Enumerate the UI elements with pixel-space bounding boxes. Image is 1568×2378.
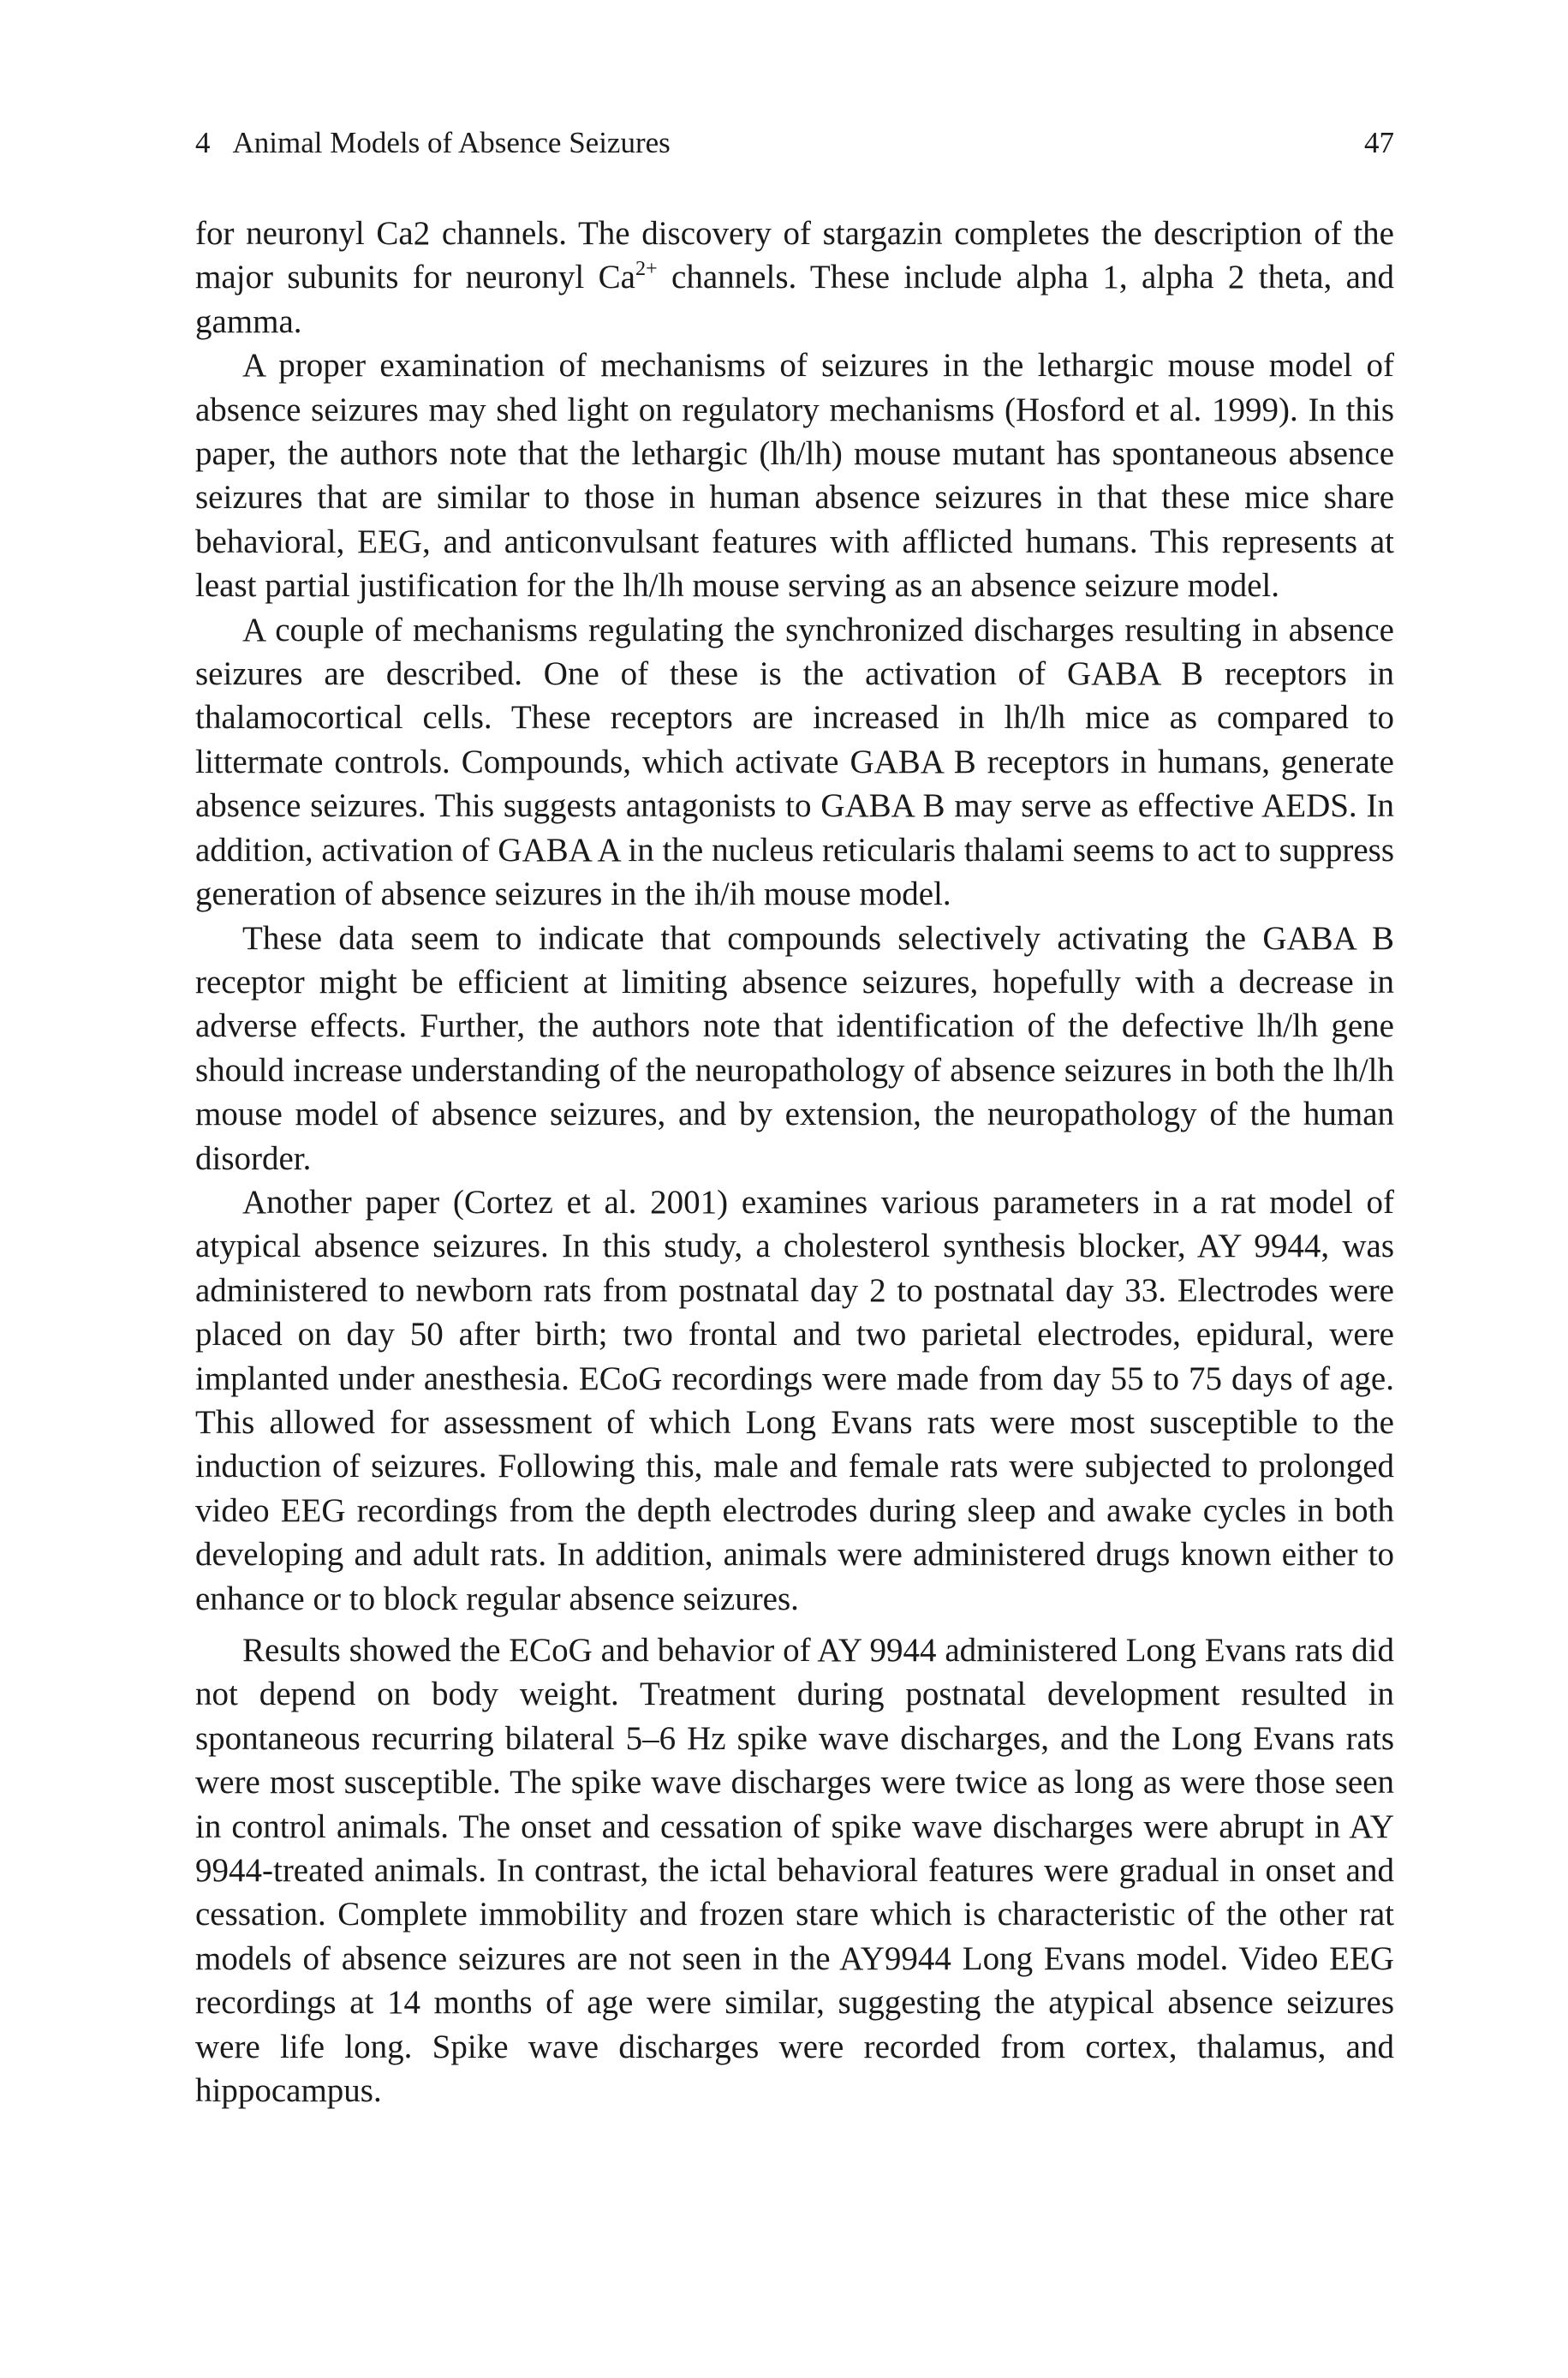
chapter-title: Animal Models of Absence Seizures — [232, 126, 671, 159]
paragraph-6: Results showed the ECoG and behavior of AY 9944 administered Long Evans rats did not depend on body weight. Treatment during postnatal development resulted in spontaneous recurring bilateral 5–6 Hz spike wave discharges, and the Long Evans rats were most susceptible. The spike wave discharges were twice as long as were those seen in control animals. The onset and cessation of spike wave discharges were abrupt in AY 9944-treated animals. In contrast, the ictal behavioral features were gradual in onset and cessation. Complete immobility and frozen stare which is characteristic of the other rat models of absence seizures are not seen in the AY9944 Long Evans model. Video EEG recordings at 14 months of age were similar, suggesting the atypical absence seizures were life long. Spike wave discharges were recorded from cortex, thalamus, and hippocampus. — [195, 1632, 1394, 2110]
paragraph-3: A couple of mechanisms regulating the synchronized discharges resulting in absence seizures are described. One of these is the activation of GABA B receptors in thalamocortical cells. These receptors are increased in lh/lh mice as compared to littermate controls. Compounds, which activate GABA B receptors in humans, generate absence seizures. This suggests antagonists to GABA B may serve as effective AEDS. In addition, activation of GABA A in the nucleus reticularis thalami seems to act to suppress generation of absence seizures in the ih/ih mouse model. — [195, 611, 1394, 913]
chapter-number: 4 — [195, 126, 211, 159]
paragraph-2: A proper examination of mechanisms of seizures in the lethargic mouse model of absence seizures may shed light on regulatory mechanisms (Hosford et al. 1999). In this paper, the authors note that the lethargic (lh/lh) mouse mutant has spontaneous absence seizures that are similar to those in human absence seizures in that these mice share behavioral, EEG, and anticonvulsant features with afflicted humans. This represents at least partial justification for the lh/lh mouse serving as an absence seizure model. — [195, 347, 1394, 605]
running-head — [195, 122, 1394, 164]
body-text — [195, 212, 1394, 2112]
paragraph-1-text-a: for neuronyl Ca2 channels. The discovery of stargazin completes the description of the major subunits for neuronyl Ca — [195, 215, 1394, 296]
paragraph-1 — [195, 212, 1394, 344]
paragraph-1-text-b: channels. These include alpha 1, alpha 2 theta, and gamma. — [195, 259, 1394, 340]
paragraph-5: Another paper (Cortez et al. 2001) examines various parameters in a rat model of atypical absence seizures. In this study, a cholesterol synthesis blocker, AY 9944, was administered to newborn rats from postnatal day 2 to postnatal day 33. Electrodes were placed on day 50 after birth; two frontal and two parietal electrodes, epidural, were implanted under anesthesia. ECoG recordings were made from day 55 to 75 days of age. This allowed for assessment of which Long Evans rats were most susceptible to the induction of seizures. Following this, male and female rats were subjected to prolonged video EEG recordings from the depth electrodes during sleep and awake cycles in both developing and adult rats. In addition, animals were administered drugs known either to enhance or to block regular absence seizures. — [195, 1183, 1394, 1617]
paragraph-4: These data seem to indicate that compounds selectively activating the GABA B receptor might be efficient at limiting absence seizures, hopefully with a decrease in adverse effects. Further, the authors note that identification of the defective lh/lh gene should increase understanding of the neuropathology of absence seizures in both the lh/lh mouse model of absence seizures, and by extension, the neuropathology of the human disorder. — [195, 919, 1394, 1177]
page-number: 47 — [1364, 126, 1394, 159]
calcium-ion-superscript: 2+ — [635, 257, 658, 281]
chapter-heading — [195, 122, 671, 164]
book-page — [195, 0, 1394, 2378]
